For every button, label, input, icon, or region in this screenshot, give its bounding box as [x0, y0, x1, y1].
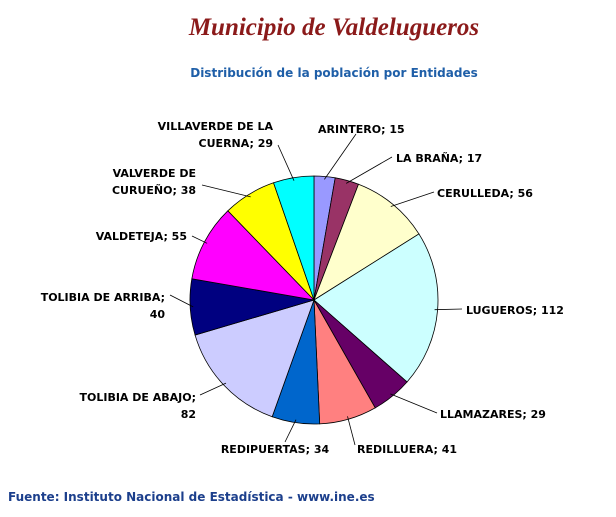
leader-line-llamazares	[390, 394, 437, 413]
leader-line-valverde-de-curueno	[202, 185, 251, 197]
slice-label-valdeteja: VALDETEJA; 55	[95, 230, 187, 243]
pie-slices	[190, 176, 438, 424]
slice-label-llamazares: LLAMAZARES; 29	[440, 408, 546, 421]
slice-label-villaverde-de-la-cuerna: VILLAVERDE DE LA CUERNA; 29	[157, 120, 273, 150]
slice-label-valverde-de-curueno: VALVERDE DE CURUEÑO; 38	[111, 167, 196, 197]
leader-line-redilluera	[348, 416, 356, 445]
leader-line-valdeteja	[192, 236, 207, 243]
slice-label-cerulleda: CERULLEDA; 56	[437, 187, 533, 200]
leader-line-lugueros	[435, 309, 462, 310]
leader-line-la-brana	[346, 157, 392, 183]
leader-line-arintero	[324, 134, 356, 179]
slice-label-lugueros: LUGUEROS; 112	[466, 304, 564, 317]
chart-title: Municipio de Valdelugueros	[188, 14, 480, 41]
leader-line-tolibia-de-abajo	[200, 383, 226, 395]
chart-subtitle: Distribución de la población por Entidades	[190, 66, 478, 80]
slice-label-arintero: ARINTERO; 15	[318, 123, 405, 136]
slice-label-tolibia-de-arriba: TOLIBIA DE ARRIBA; 40	[40, 291, 165, 321]
slice-label-tolibia-de-abajo: TOLIBIA DE ABAJO; 82	[79, 391, 196, 421]
leader-line-villaverde-de-la-cuerna	[278, 145, 294, 181]
leader-line-redipuertas	[285, 420, 296, 442]
leader-line-cerulleda	[391, 192, 434, 207]
source-note: Fuente: Instituto Nacional de Estadística - www.ine.es	[8, 490, 375, 504]
slice-label-la-brana: LA BRAÑA; 17	[396, 152, 483, 165]
slice-label-redipuertas: REDIPUERTAS; 34	[220, 443, 330, 456]
slice-label-redilluera: REDILLUERA; 41	[357, 443, 458, 456]
